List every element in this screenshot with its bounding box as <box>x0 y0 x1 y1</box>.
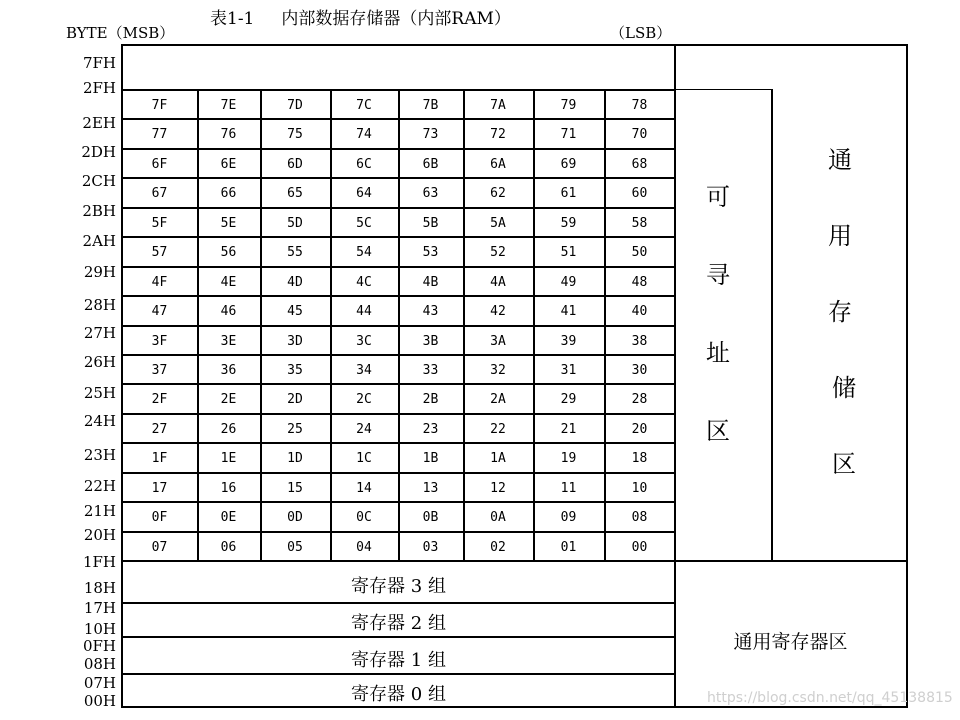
address-label: 22H <box>83 477 116 495</box>
bit-cell: 55 <box>287 245 303 261</box>
bit-cell: 67 <box>151 186 168 202</box>
bit-cell: 08 <box>631 510 648 526</box>
diagram-title: 表1-1 内部数据存储器（内部RAM） <box>210 9 511 29</box>
bit-cell: 18 <box>631 451 648 467</box>
bit-cell: 63 <box>422 186 439 202</box>
bit-cell: 24 <box>356 421 372 437</box>
bit-cell: 4C <box>356 274 372 290</box>
bit-cell: 2D <box>287 392 303 408</box>
bit-cell: 48 <box>631 274 648 290</box>
vertical-char: 区 <box>832 450 856 478</box>
bit-cell: 69 <box>560 156 577 172</box>
address-label: 0FH <box>82 637 116 655</box>
bit-cell: 29 <box>560 392 577 408</box>
address-label: 1FH <box>82 553 116 571</box>
msb-label: BYTE（MSB） <box>66 24 175 42</box>
bit-cell: 19 <box>560 451 577 467</box>
bit-cell: 71 <box>560 127 577 143</box>
address-label: 2CH <box>81 172 116 190</box>
bit-cell: 10 <box>631 480 648 496</box>
address-label: 2AH <box>82 232 116 250</box>
bit-cell: 78 <box>631 98 648 113</box>
bit-cell: 56 <box>220 245 237 261</box>
line-addressable-top <box>675 89 771 90</box>
address-label: 00H <box>83 692 116 710</box>
vertical-char: 储 <box>832 374 856 402</box>
bit-cell: 0D <box>287 510 303 526</box>
bit-cell: 4E <box>220 274 237 290</box>
bit-cell: 03 <box>422 539 439 555</box>
address-label: 2DH <box>81 143 116 161</box>
address-label: 2BH <box>82 202 116 220</box>
bit-cell: 1C <box>356 451 372 467</box>
bit-cell: 50 <box>631 245 648 261</box>
bit-cell: 12 <box>490 480 506 496</box>
bit-cell: 36 <box>220 362 237 378</box>
bit-cell: 1E <box>220 451 237 467</box>
bit-cell: 6A <box>490 156 506 172</box>
bit-cell: 31 <box>560 362 577 378</box>
bit-cell: 5A <box>490 215 506 231</box>
bit-cell: 39 <box>560 333 577 349</box>
bit-cell: 1F <box>151 451 168 467</box>
bit-cell: 5B <box>422 215 439 231</box>
address-label: 08H <box>83 655 116 673</box>
bit-cell: 57 <box>151 245 168 261</box>
address-label: 7FH <box>82 54 116 72</box>
bit-cell: 6D <box>287 156 303 172</box>
bit-cell: 28 <box>631 392 648 408</box>
bit-cell: 4A <box>490 274 506 290</box>
bit-cell: 72 <box>490 127 506 143</box>
bit-cell: 54 <box>356 245 372 261</box>
bit-cell: 6B <box>422 156 439 172</box>
address-label: 29H <box>83 263 116 281</box>
bit-cell: 51 <box>560 245 577 261</box>
bit-cell: 40 <box>631 304 648 320</box>
bit-cell: 1B <box>422 451 439 467</box>
column-divider <box>260 90 262 561</box>
bit-cell: 1A <box>490 451 506 467</box>
frame-top <box>122 44 908 46</box>
bit-cell: 45 <box>287 304 303 320</box>
bit-cell: 0A <box>490 510 506 526</box>
bit-cell: 60 <box>631 186 648 202</box>
bit-cell: 76 <box>220 127 237 143</box>
bit-cell: 00 <box>631 539 648 555</box>
address-label: 27H <box>83 324 116 342</box>
general-register-label: 通用寄存器区 <box>733 631 848 653</box>
bit-cell: 3B <box>422 333 439 349</box>
bit-cell: 43 <box>422 304 439 320</box>
address-label: 10H <box>83 620 116 638</box>
bit-cell: 64 <box>356 186 372 202</box>
address-label: 25H <box>83 384 116 402</box>
address-label: 24H <box>83 412 116 430</box>
bit-cell: 33 <box>422 362 439 378</box>
bit-cell: 7A <box>490 98 506 113</box>
bit-cell: 15 <box>287 480 303 496</box>
bit-cell: 5E <box>220 215 237 231</box>
bit-cell: 46 <box>220 304 237 320</box>
bit-cell: 66 <box>220 186 237 202</box>
bit-cell: 38 <box>631 333 648 349</box>
column-divider <box>604 90 606 561</box>
address-label: 2FH <box>82 79 116 97</box>
bit-cell: 53 <box>422 245 439 261</box>
bit-cell: 04 <box>356 539 372 555</box>
bit-cell: 74 <box>356 127 372 143</box>
bit-cell: 0F <box>151 510 168 526</box>
register-bank-0: 寄存器 0 组 <box>351 684 446 705</box>
bit-cell: 41 <box>560 304 577 320</box>
bit-cell: 3C <box>356 333 372 349</box>
bit-cell: 0B <box>422 510 439 526</box>
bit-cell: 6C <box>356 156 372 172</box>
bit-cell: 05 <box>287 539 303 555</box>
vertical-char: 址 <box>706 339 730 367</box>
bit-cell: 2C <box>356 392 372 408</box>
vertical-char: 可 <box>706 183 730 211</box>
register-bank-3: 寄存器 3 组 <box>351 576 446 597</box>
bit-cell: 16 <box>220 480 237 496</box>
bit-cell: 2A <box>490 392 506 408</box>
bit-cell: 68 <box>631 156 648 172</box>
bit-cell: 4F <box>151 274 168 290</box>
bit-cell: 21 <box>560 421 577 437</box>
bit-cell: 7B <box>422 98 439 113</box>
bit-cell: 01 <box>560 539 577 555</box>
bit-cell: 77 <box>151 127 168 143</box>
line-bank0 <box>122 673 675 675</box>
vertical-char: 区 <box>706 417 730 445</box>
bit-cell: 65 <box>287 186 303 202</box>
watermark: https://blog.csdn.net/qq_45138815 <box>707 690 953 706</box>
bit-cell: 0E <box>220 510 237 526</box>
frame-bottom <box>122 706 908 708</box>
bit-cell: 22 <box>490 421 506 437</box>
address-label: 17H <box>83 599 116 617</box>
divider-addressable <box>771 89 773 561</box>
column-divider <box>197 90 199 561</box>
bit-cell: 7D <box>287 98 303 113</box>
bit-cell: 13 <box>422 480 439 496</box>
bit-cell: 06 <box>220 539 237 555</box>
bit-cell: 79 <box>560 98 577 113</box>
bit-cell: 27 <box>151 421 168 437</box>
bit-cell: 23 <box>422 421 439 437</box>
address-label: 23H <box>83 446 116 464</box>
column-divider <box>398 90 400 561</box>
bit-cell: 2B <box>422 392 439 408</box>
vertical-char: 寻 <box>706 261 730 289</box>
column-divider <box>533 90 535 561</box>
bit-cell: 0C <box>356 510 372 526</box>
register-bank-1: 寄存器 1 组 <box>351 650 446 671</box>
bit-cell: 26 <box>220 421 237 437</box>
bit-cell: 4B <box>422 274 439 290</box>
line-1fh <box>122 560 908 562</box>
line-bank2 <box>122 602 675 604</box>
bit-cell: 5C <box>356 215 372 231</box>
bit-cell: 70 <box>631 127 648 143</box>
bit-cell: 09 <box>560 510 577 526</box>
bit-cell: 7C <box>356 98 372 113</box>
line-bank1 <box>122 636 675 638</box>
vertical-char: 存 <box>828 298 852 326</box>
bit-cell: 3D <box>287 333 303 349</box>
column-divider <box>330 90 332 561</box>
lsb-label: （LSB） <box>610 24 672 42</box>
bit-cell: 07 <box>151 539 168 555</box>
bit-cell: 02 <box>490 539 506 555</box>
bit-cell: 7F <box>151 98 168 113</box>
address-label: 2EH <box>82 114 116 132</box>
vertical-char: 用 <box>828 222 852 250</box>
bit-cell: 30 <box>631 362 648 378</box>
bit-cell: 5D <box>287 215 303 231</box>
bit-cell: 4D <box>287 274 303 290</box>
bit-cell: 20 <box>631 421 648 437</box>
register-bank-2: 寄存器 2 组 <box>351 613 446 634</box>
bit-cell: 37 <box>151 362 168 378</box>
bit-cell: 6F <box>151 156 168 172</box>
bit-cell: 5F <box>151 215 168 231</box>
address-label: 26H <box>83 353 116 371</box>
bit-cell: 3F <box>151 333 168 349</box>
bit-cell: 35 <box>287 362 303 378</box>
bit-cell: 73 <box>422 127 439 143</box>
bit-cell: 17 <box>151 480 168 496</box>
bit-cell: 14 <box>356 480 372 496</box>
bit-cell: 61 <box>560 186 577 202</box>
bit-cell: 49 <box>560 274 577 290</box>
bit-cell: 59 <box>560 215 577 231</box>
bit-cell: 7E <box>220 98 237 113</box>
bit-cell: 3E <box>220 333 237 349</box>
bit-cell: 58 <box>631 215 648 231</box>
address-label: 20H <box>83 526 116 544</box>
address-label: 07H <box>83 674 116 692</box>
bit-cell: 34 <box>356 362 372 378</box>
column-divider <box>463 90 465 561</box>
bit-cell: 52 <box>490 245 506 261</box>
bit-cell: 1D <box>287 451 303 467</box>
bit-cell: 25 <box>287 421 303 437</box>
bit-cell: 42 <box>490 304 506 320</box>
bit-cell: 75 <box>287 127 303 143</box>
vertical-char: 通 <box>828 146 852 174</box>
bit-cell: 62 <box>490 186 506 202</box>
bit-cell: 32 <box>490 362 506 378</box>
bit-cell: 3A <box>490 333 506 349</box>
address-label: 21H <box>83 502 116 520</box>
frame-right <box>906 44 908 708</box>
bit-cell: 47 <box>151 304 168 320</box>
address-label: 18H <box>83 579 116 597</box>
bit-cell: 11 <box>560 480 577 496</box>
address-label: 28H <box>83 296 116 314</box>
bit-cell: 2E <box>220 392 237 408</box>
bit-cell: 6E <box>220 156 237 172</box>
bit-cell: 44 <box>356 304 372 320</box>
bit-cell: 2F <box>151 392 168 408</box>
